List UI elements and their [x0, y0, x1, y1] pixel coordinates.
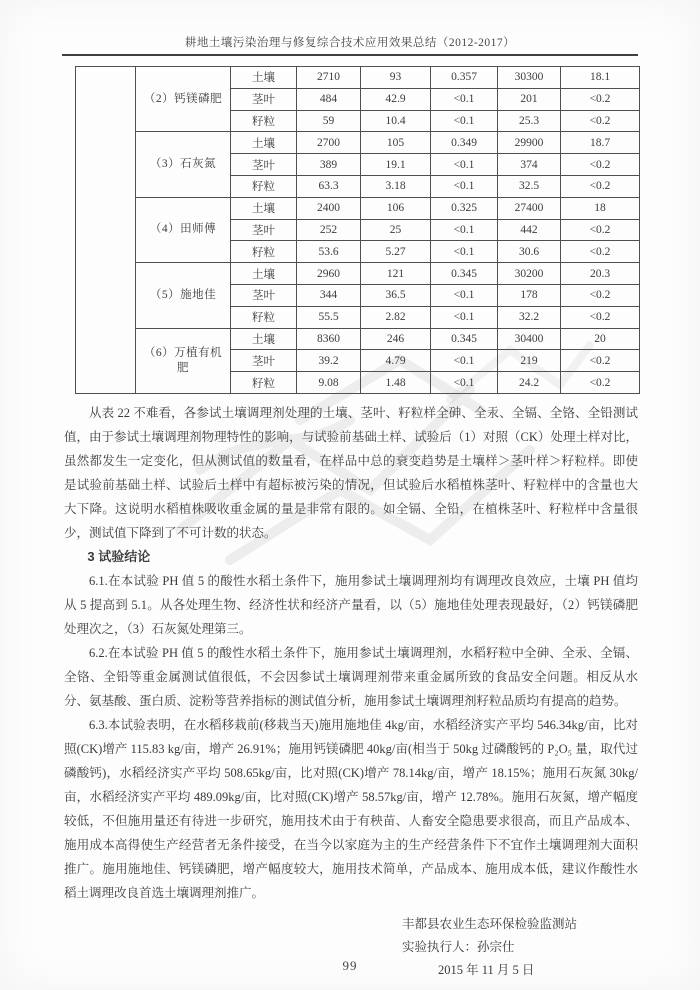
- value-cell: 18.1: [561, 67, 640, 89]
- value-cell: 30400: [498, 328, 561, 350]
- value-cell: 25: [361, 219, 431, 241]
- value-cell: 20.3: [561, 263, 640, 285]
- value-cell: <0.2: [561, 110, 640, 132]
- value-cell: 2700: [297, 132, 361, 154]
- value-cell: 389: [297, 154, 361, 176]
- value-cell: 55.5: [297, 306, 361, 328]
- signature-executor: 实验执行人：孙宗仕: [402, 939, 515, 954]
- value-cell: 32.5: [498, 175, 561, 197]
- value-cell: 39.2: [297, 350, 361, 372]
- value-cell: <0.1: [431, 175, 498, 197]
- value-cell: 201: [498, 88, 561, 110]
- sample-type-cell: 籽粒: [231, 306, 297, 328]
- value-cell: 178: [498, 284, 561, 306]
- page-header: [62, 0, 638, 56]
- value-cell: 5.27: [361, 241, 431, 263]
- value-cell: 219: [498, 350, 561, 372]
- value-cell: <0.2: [561, 154, 640, 176]
- value-cell: 19.1: [361, 154, 431, 176]
- table-row: [76, 197, 640, 219]
- value-cell: 374: [498, 154, 561, 176]
- value-cell: <0.1: [431, 284, 498, 306]
- value-cell: 252: [297, 219, 361, 241]
- value-cell: <0.2: [561, 306, 640, 328]
- sample-type-cell: 茎叶: [231, 88, 297, 110]
- header-title: 耕地土壤污染治理与修复综合技术应用效果总结（2012-2017）: [184, 37, 516, 49]
- paragraph-conclusion-6-1: 6.1.在本试验 PH 值 5 的酸性水稻土条件下，施用参试土壤调理剂均有调理改良效应，土壤 PH 值均从 5 提高到 5.1。从各处理生物、经济性状和经济产量看，以（5）施地佳处理表现最好，（2）钙镁磷肥处理次之，（3）石灰氮处理第三。: [64, 573, 638, 636]
- value-cell: <0.2: [561, 219, 640, 241]
- value-cell: 59: [297, 110, 361, 132]
- value-cell: <0.1: [431, 154, 498, 176]
- value-cell: 30.6: [498, 241, 561, 263]
- results-table-body: [76, 67, 640, 394]
- value-cell: 9.08: [297, 372, 361, 394]
- value-cell: <0.1: [431, 219, 498, 241]
- value-cell: <0.1: [431, 372, 498, 394]
- treatment-label: （3）石灰氮: [136, 132, 231, 197]
- value-cell: 53.6: [297, 241, 361, 263]
- value-cell: 2.82: [361, 306, 431, 328]
- value-cell: 1.48: [361, 372, 431, 394]
- page-number: 99: [342, 958, 358, 973]
- table-row: [76, 132, 640, 154]
- sample-type-cell: 籽粒: [231, 110, 297, 132]
- value-cell: 29900: [498, 132, 561, 154]
- value-cell: 106: [361, 197, 431, 219]
- sample-type-cell: 茎叶: [231, 284, 297, 306]
- value-cell: <0.2: [561, 241, 640, 263]
- signature-organization: 丰都县农业生态环保检验监测站: [402, 916, 578, 931]
- value-cell: 4.79: [361, 350, 431, 372]
- value-cell: 36.5: [361, 284, 431, 306]
- results-table: [75, 66, 640, 394]
- sample-type-cell: 土壤: [231, 67, 297, 89]
- value-cell: <0.1: [431, 241, 498, 263]
- sample-type-cell: 籽粒: [231, 241, 297, 263]
- value-cell: 442: [498, 219, 561, 241]
- value-cell: <0.2: [561, 350, 640, 372]
- value-cell: 20: [561, 328, 640, 350]
- value-cell: 25.3: [498, 110, 561, 132]
- value-cell: 2400: [297, 197, 361, 219]
- value-cell: 30200: [498, 263, 561, 285]
- paragraph-analysis: 从表 22 不难看，各参试土壤调理剂处理的土壤、茎叶、籽粒样全砷、全汞、全镉、全铬、全铅测试值，由于参试土壤调理剂物理特性的影响，与试验前基础土样、试验后（1）对照（CK）处理土样对比，虽然都发生一定变化，但从测试值的数量看，在样品中总的衰变趋势是土壤样＞茎叶样＞籽粒样。即使是试验前基础土样、试验后土样中有超标被污染的情况，但试验后水稻植株茎叶、籽粒样中的含量也大大下降。这说明水稻植株吸收重金属的量是非常有限的。如全镉、全铅，在植株茎叶、籽粒样中含量很少，测试值下降到了不可计数的状态。: [64, 405, 638, 540]
- value-cell: 105: [361, 132, 431, 154]
- value-cell: 246: [361, 328, 431, 350]
- value-cell: 42.9: [361, 88, 431, 110]
- paragraph-conclusion-6-3: 6.3.本试验表明，在水稻移栽前(移栽当天)施用施地佳 4kg/亩，水稻经济实产平均 546.34kg/亩，比对照(CK)增产 115.83 kg/亩，增产 26.91%；施用钙镁磷肥 40kg/亩(相当于 50kg 过磷酸钙的 P₂O₅ 量，取代过磷酸钙)，水稻经济实产平均 508.65kg/亩，比对照(CK)增产 78.14kg/亩，增产 18.15%；施用石灰氮 30kg/亩，水稻经济实产平均 489.09kg/亩，比对照(CK)增产 58.57kg/亩，增产 12.78%。施用石灰氮，增产幅度较低，不但施用量还有待进一步研究，施用技术由于有秧苗、人畜安全隐患要求很高，而且产品成本、施用成本高得使生产经营者无条件接受，在当今以家庭为主的生产经营条件下不宜作土壤调理剂大面积推广。施用施地佳、钙镁磷肥，增产幅度较大，施用技术简单，产品成本、施用成本低，建议作酸性水稻土调理改良首选土壤调理剂推广。: [64, 717, 638, 900]
- treatment-label: （6）万植有机肥: [136, 328, 231, 393]
- value-cell: 32.2: [498, 306, 561, 328]
- value-cell: 0.325: [431, 197, 498, 219]
- value-cell: <0.2: [561, 284, 640, 306]
- sample-type-cell: 茎叶: [231, 219, 297, 241]
- value-cell: 2960: [297, 263, 361, 285]
- table-row: [76, 328, 640, 350]
- value-cell: 30300: [498, 67, 561, 89]
- sample-type-cell: 籽粒: [231, 372, 297, 394]
- sample-type-cell: 土壤: [231, 197, 297, 219]
- value-cell: 0.345: [431, 263, 498, 285]
- value-cell: 121: [361, 263, 431, 285]
- value-cell: <0.1: [431, 306, 498, 328]
- table-row: [76, 67, 640, 89]
- sample-type-cell: 土壤: [231, 328, 297, 350]
- paragraph-conclusion-6-2: 6.2.在本试验 PH 值 5 的酸性水稻土条件下，施用参试土壤调理剂，水稻籽粒中全砷、全汞、全镉、全铬、全铅等重金属测试值很低，不会因参试土壤调理剂带来重金属所致的食品安全问题。相反从水分、氨基酸、蛋白质、淀粉等营养指标的测试值分析，施用参试土壤调理剂籽粒品质均有提高的趋势。: [64, 645, 638, 708]
- value-cell: 24.2: [498, 372, 561, 394]
- sample-type-cell: 籽粒: [231, 175, 297, 197]
- value-cell: 344: [297, 284, 361, 306]
- value-cell: 27400: [498, 197, 561, 219]
- value-cell: 8360: [297, 328, 361, 350]
- value-cell: <0.2: [561, 88, 640, 110]
- value-cell: <0.2: [561, 175, 640, 197]
- value-cell: <0.2: [561, 372, 640, 394]
- value-cell: 63.3: [297, 175, 361, 197]
- value-cell: 18: [561, 197, 640, 219]
- value-cell: 93: [361, 67, 431, 89]
- value-cell: 0.349: [431, 132, 498, 154]
- value-cell: 484: [297, 88, 361, 110]
- treatment-label: （4）田师傅: [136, 197, 231, 262]
- section-heading: 3 试验结论: [87, 548, 151, 564]
- value-cell: 18.7: [561, 132, 640, 154]
- value-cell: 10.4: [361, 110, 431, 132]
- value-cell: <0.1: [431, 350, 498, 372]
- sample-type-cell: 土壤: [231, 132, 297, 154]
- sample-type-cell: 茎叶: [231, 154, 297, 176]
- value-cell: <0.1: [431, 110, 498, 132]
- sample-type-cell: 茎叶: [231, 350, 297, 372]
- signature-date: 2015 年 11 月 5 日: [438, 962, 535, 977]
- value-cell: 0.345: [431, 328, 498, 350]
- document-body: [64, 401, 638, 905]
- table-row: [76, 263, 640, 285]
- sample-type-cell: 土壤: [231, 263, 297, 285]
- blank-spanner-cell: [76, 67, 136, 394]
- value-cell: 2710: [297, 67, 361, 89]
- value-cell: 0.357: [431, 67, 498, 89]
- value-cell: 3.18: [361, 175, 431, 197]
- treatment-label: （2）钙镁磷肥: [136, 67, 231, 132]
- treatment-label: （5）施地佳: [136, 263, 231, 328]
- value-cell: <0.1: [431, 88, 498, 110]
